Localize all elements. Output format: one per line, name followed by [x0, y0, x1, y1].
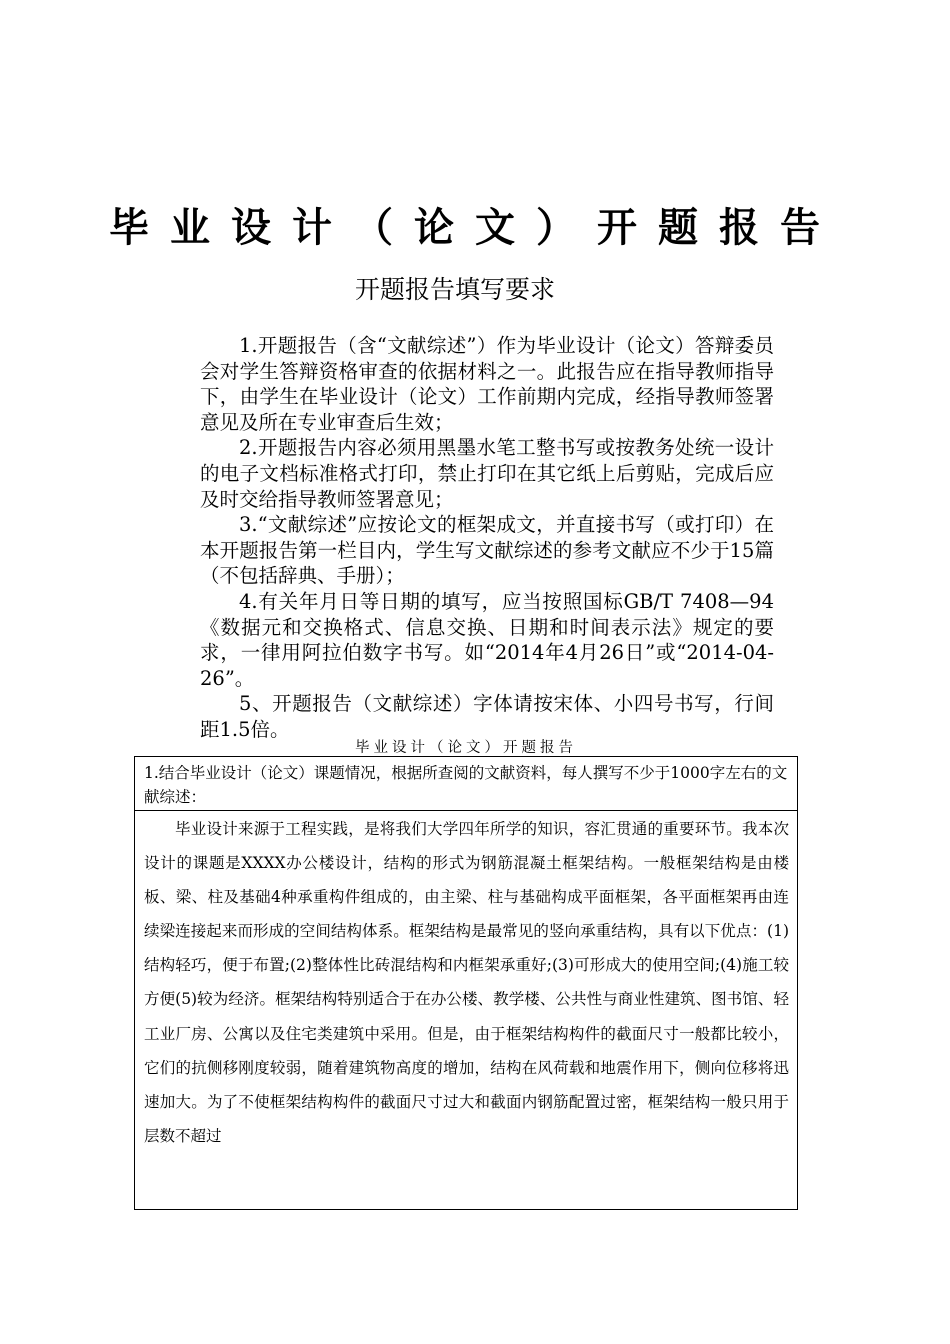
requirement-item-4: 4.有关年月日等日期的填写，应当按照国标GB/T 7408—94《数据元和交换格式、信息交换、日期和时间表示法》规定的要求，一律用阿拉伯数字书写。如“2014年4月26日”或“2014-04-26”。 — [200, 589, 774, 690]
requirement-item-1: 1.开题报告（含“文献综述”）作为毕业设计（论文）答辩委员会对学生答辩资格审查的依据材料之一。此报告应在指导教师指导下，由学生在毕业设计（论文）工作前期内完成，经指导教师签署意见及所在专业审查后生效； — [200, 334, 774, 434]
requirements-list — [200, 333, 774, 743]
requirement-item-2: 2.开题报告内容必须用黑墨水笔工整书写或按教务处统一设计的电子文档标准格式打印，禁止打印在其它纸上后剪贴，完成后应及时交给指导教师签署意见； — [200, 436, 774, 511]
literature-review-text: 毕业设计来源于工程实践，是将我们大学四年所学的知识，容汇贯通的重要环节。我本次设计的课题是XXXX办公楼设计，结构的形式为钢筋混凝土框架结构。一般框架结构是由楼板、梁、柱及基础4种承重构件组成的，由主梁、柱与基础构成平面框架，各平面框架再由连续梁连接起来而形成的空间结构体系。框架结构是最常见的竖向承重结构，具有以下优点：(1)结构轻巧，便于布置;(2)整体性比砖混结构和内框架承重好;(3)可形成大的使用空间;(4)施工较方便(5)较为经济。框架结构特别适合于在办公楼、教学楼、公共性与商业性建筑、图书馆、轻工业厂房、公寓以及住宅类建筑中采用。但是，由于框架结构构件的截面尺寸一般都比较小，它们的抗侧移刚度较弱，随着建筑物高度的增加，结构在风荷载和地震作用下，侧向位移将迅速加大。为了不使框架结构构件的截面尺寸过大和截面内钢筋配置过密，框架结构一般只用于层数不超过 — [144, 820, 789, 1145]
requirements-title: 开题报告填写要求 — [354, 275, 555, 304]
requirement-item-5: 5、开题报告（文献综述）字体请按宋体、小四号书写，行间距1.5倍。 — [200, 692, 774, 741]
section-header: 1.结合毕业设计（论文）课题情况，根据所查阅的文献资料，每人撰写不少于1000字左右的文献综述： — [135, 757, 797, 811]
report-table — [134, 756, 798, 1210]
document-title: 毕业设计（论文）开题报告 — [109, 205, 841, 251]
table-caption: 毕业设计（论文）开题报告 — [355, 740, 577, 756]
requirement-item-3: 3.“文献综述”应按论文的框架成文，并直接书写（或打印）在本开题报告第一栏目内，学生写文献综述的参考文献应不少于15篇（不包括辞典、手册）； — [200, 513, 774, 588]
